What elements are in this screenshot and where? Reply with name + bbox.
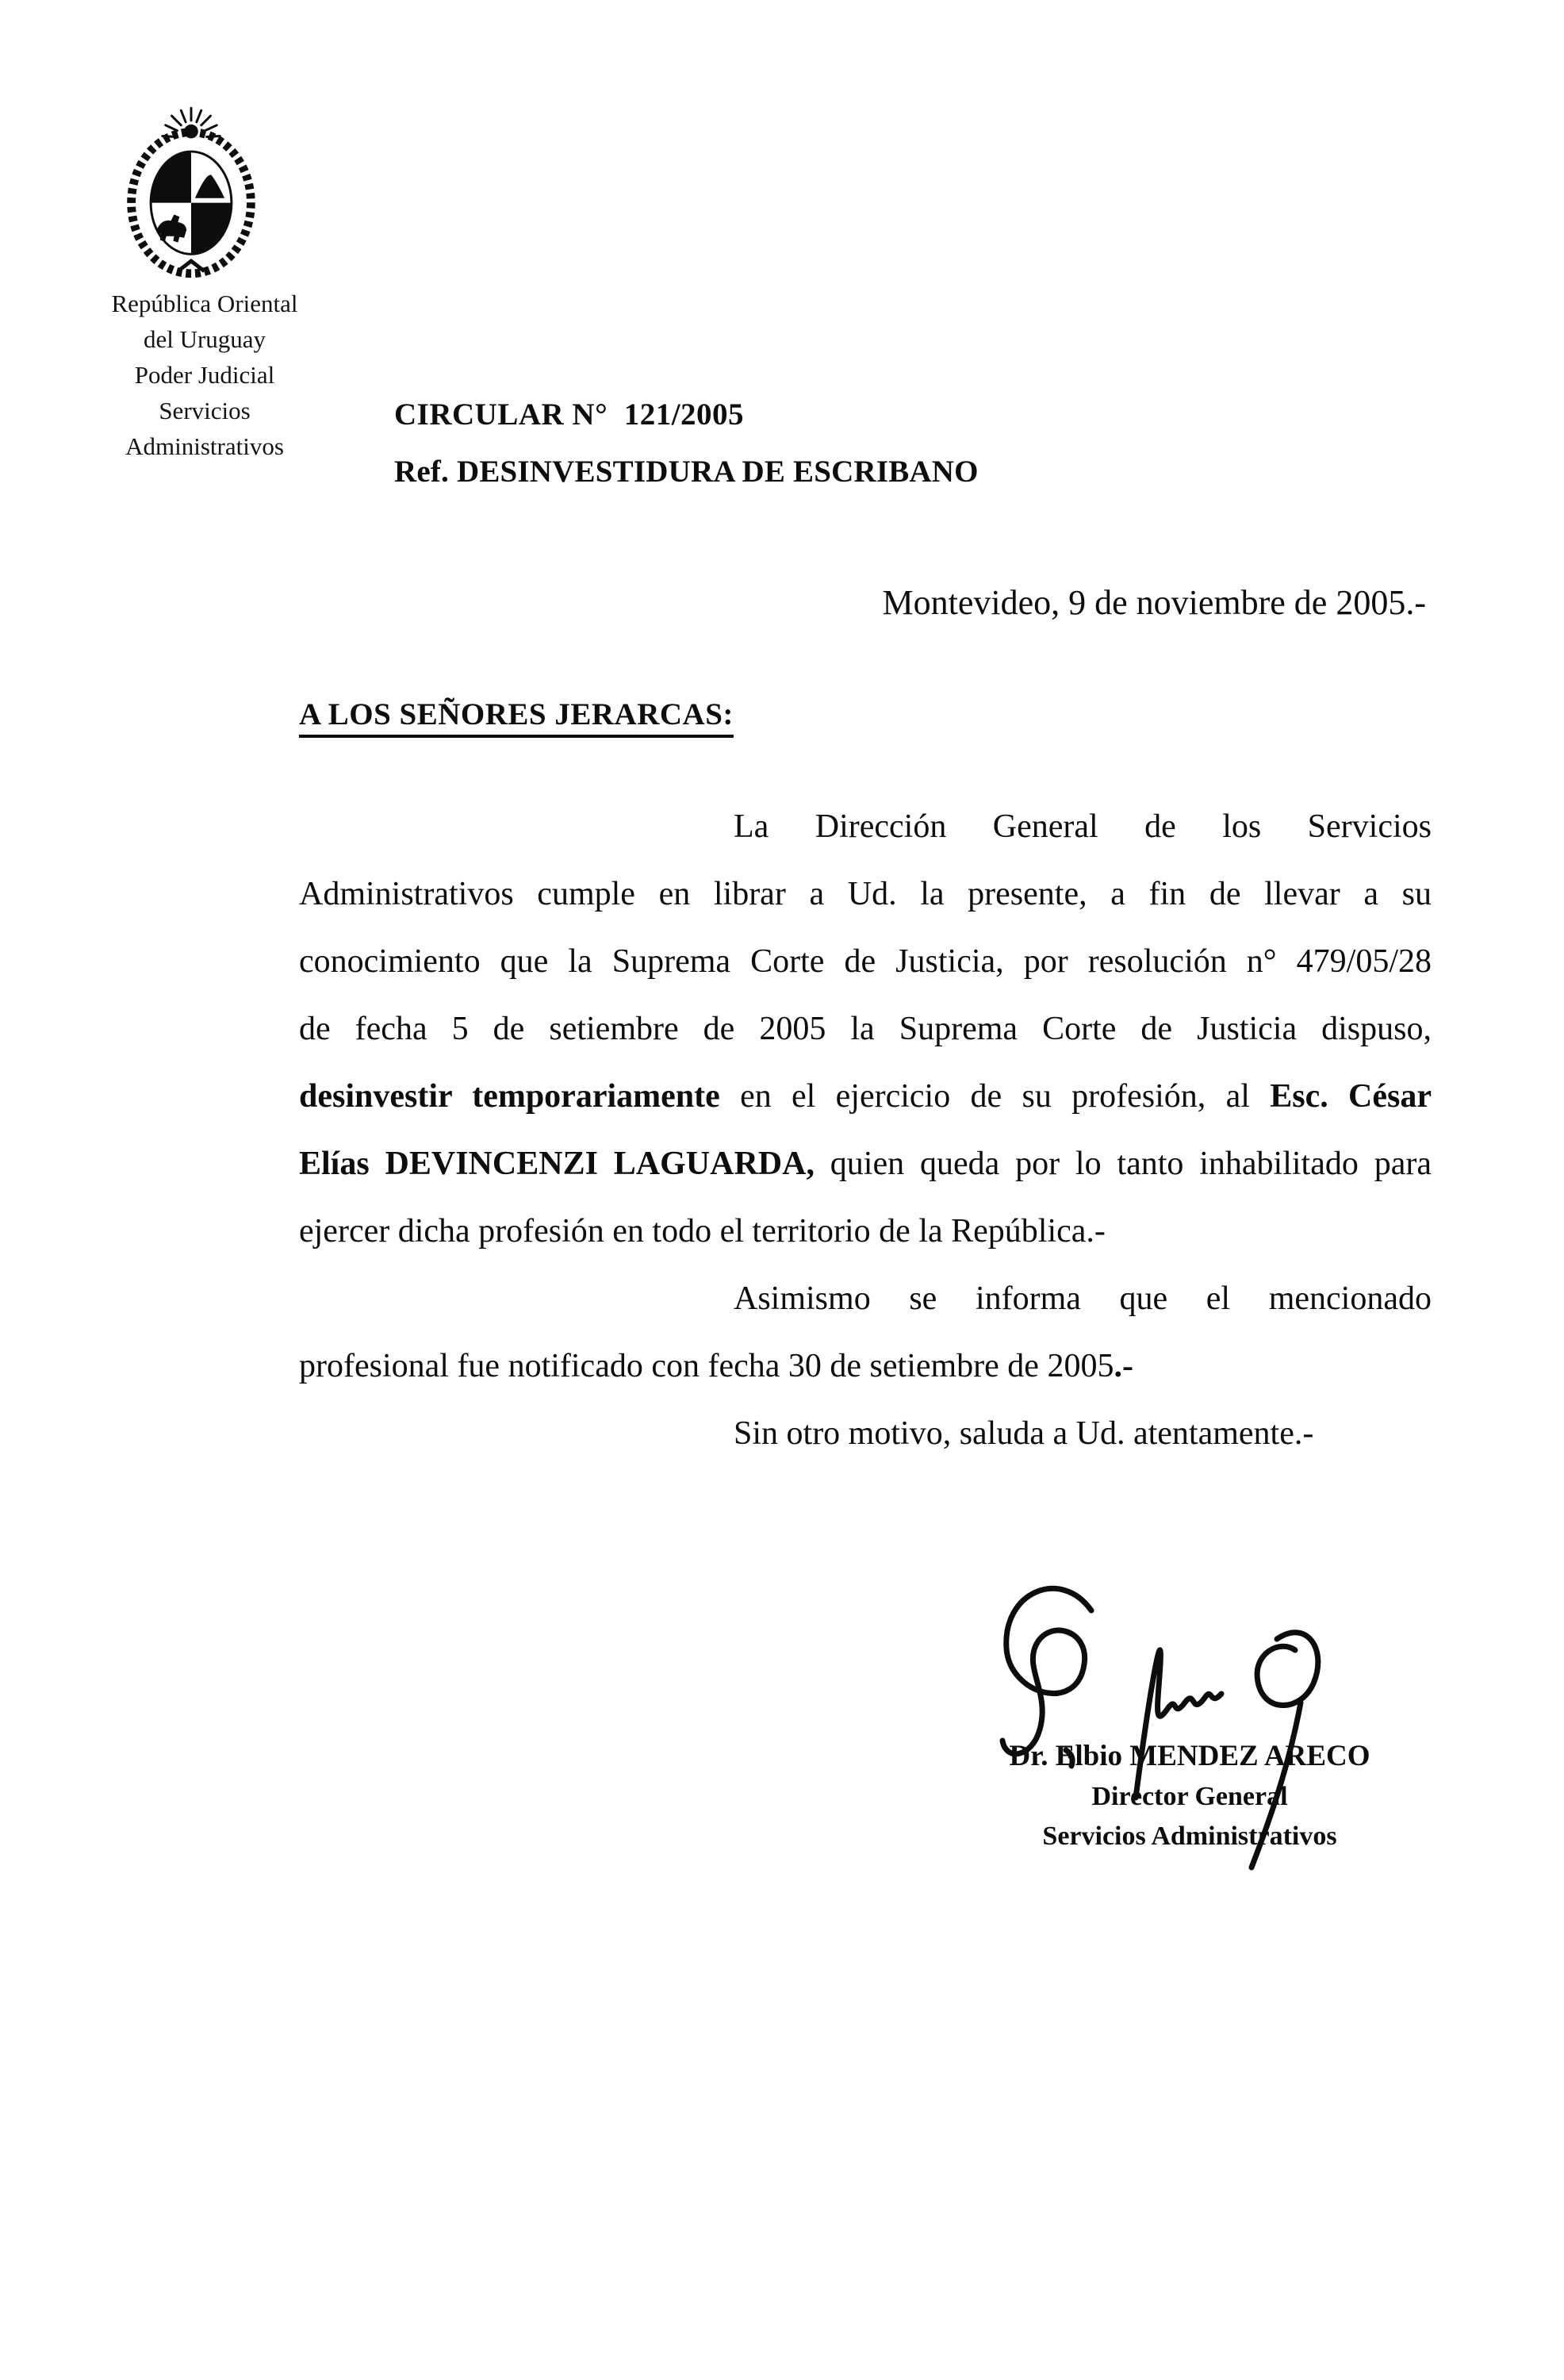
reference-line: Ref. DESINVESTIDURA DE ESCRIBANO — [394, 455, 979, 489]
salutation-text: A LOS SEÑORES JERARCAS: — [299, 697, 734, 738]
body-line: Administrativos cumple en librar a Ud. la presente, a fin de llevar a su — [299, 876, 1432, 912]
uruguay-coat-of-arms-icon — [117, 102, 265, 281]
letterhead-line-country: República Oriental — [111, 290, 298, 317]
letterhead-line-services: Servicios — [159, 397, 251, 424]
circular-number: CIRCULAR N° 121/2005 — [394, 397, 745, 432]
body-line: Elías DEVINCENZI LAGUARDA, quien queda por lo tanto inhabilitado para — [299, 1146, 1432, 1182]
body-line: ejercer dicha profesión en todo el territorio de la República.- — [299, 1213, 1106, 1250]
body-line: Asimismo se informa que el mencionado — [734, 1280, 1432, 1317]
document-body — [299, 793, 1432, 1468]
body-line: desinvestir temporariamente en el ejercicio de su profesión, al Esc. César — [299, 1078, 1432, 1115]
body-line: La Dirección General de los Servicios — [734, 808, 1432, 845]
body-line: Sin otro motivo, saluda a Ud. atentamente.- — [734, 1415, 1314, 1452]
salutation — [299, 697, 734, 732]
body-line: de fecha 5 de setiembre de 2005 la Suprema Corte de Justicia dispuso, — [299, 1011, 1432, 1047]
letterhead-line-country2: del Uruguay — [143, 325, 266, 353]
signatory-name: Dr. Elbio MENDEZ ARECO — [1009, 1740, 1370, 1772]
dateline: Montevideo, 9 de noviembre de 2005.- — [882, 583, 1426, 622]
body-line: profesional fue notificado con fecha 30 de setiembre de 2005.- — [299, 1348, 1133, 1384]
signatory-title: Director General — [1091, 1782, 1288, 1811]
body-line: conocimiento que la Suprema Corte de Justicia, por resolución n° 479/05/28 — [299, 943, 1432, 980]
letterhead-org-block — [70, 286, 339, 464]
letterhead-line-branch: Poder Judicial — [134, 361, 275, 389]
letterhead-line-admin: Administrativos — [125, 432, 284, 460]
signatory-department: Servicios Administrativos — [1042, 1821, 1337, 1851]
signature-block — [974, 1736, 1405, 1856]
